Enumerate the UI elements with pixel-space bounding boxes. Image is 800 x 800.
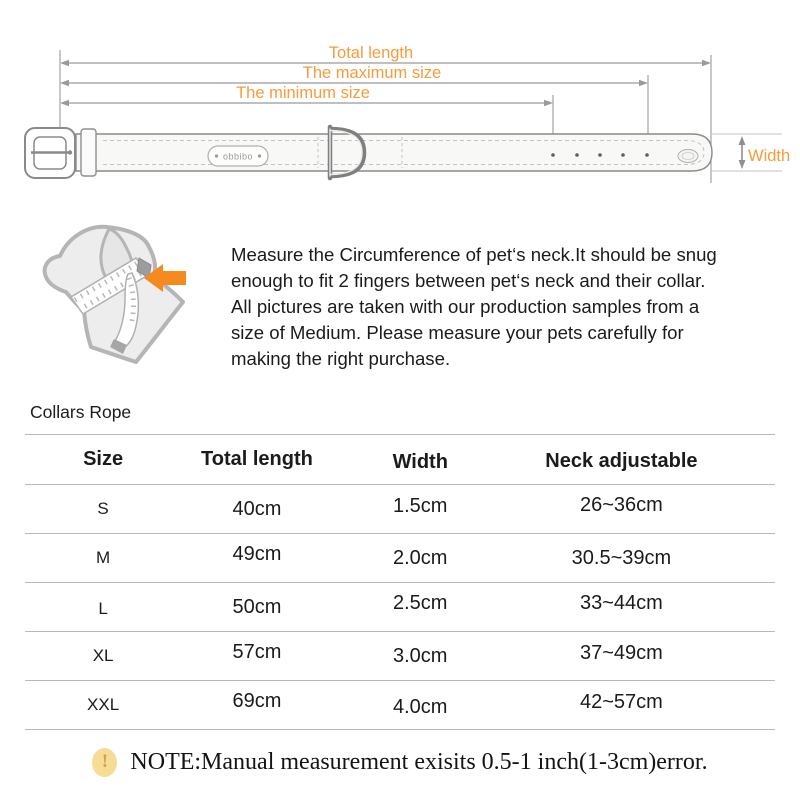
note-row xyxy=(0,740,800,784)
cell-size: M xyxy=(96,548,111,567)
total-length-label: Total length xyxy=(328,44,414,62)
cell-size: L xyxy=(98,599,108,618)
collar-illustration xyxy=(25,127,712,178)
cell-total-length: 40cm xyxy=(232,497,282,520)
total-length-dimension xyxy=(60,44,711,66)
cell-size: S xyxy=(97,499,109,518)
collar-strap xyxy=(76,134,712,171)
cell-neck-adjustable: 26~36cm xyxy=(579,493,663,516)
collar-logo-plate xyxy=(208,146,268,166)
note-text: NOTE:Manual measurement exisits 0.5-1 inch(1-3cm)error. xyxy=(130,748,708,775)
size-table-header-row xyxy=(25,435,775,485)
cell-total-length: 49cm xyxy=(232,542,282,565)
header-neck-adjustable: Neck adjustable xyxy=(545,450,698,472)
table-row xyxy=(25,632,775,681)
exclamation-icon: ! xyxy=(92,748,117,777)
guide-line: Measure the Circumference of pet‘s neck.It should be snug xyxy=(231,244,717,265)
table-row xyxy=(25,534,775,583)
collar-measurement-diagram xyxy=(0,0,800,212)
header-width: Width xyxy=(392,451,448,473)
size-table xyxy=(25,434,775,730)
header-size: Size xyxy=(83,448,124,470)
guide-line: making the right purchase. xyxy=(231,348,451,369)
table-caption: Collars Rope xyxy=(30,402,132,422)
maximum-size-label: The maximum size xyxy=(302,64,442,82)
table-row xyxy=(25,583,775,632)
guide-line: enough to fit 2 fingers between pet‘s neck and their collar. xyxy=(231,270,706,291)
collar-logo-text: obbibo xyxy=(222,151,254,162)
cell-total-length: 50cm xyxy=(232,595,282,618)
header-total-length: Total length xyxy=(201,448,313,470)
cell-neck-adjustable: 42~57cm xyxy=(579,690,663,713)
cell-neck-adjustable: 30.5~39cm xyxy=(571,546,672,569)
table-row xyxy=(25,681,775,730)
minimum-size-dimension xyxy=(60,84,553,106)
width-label: Width xyxy=(748,147,791,165)
dog-measuring-illustration xyxy=(26,216,226,381)
measuring-guide-text xyxy=(231,242,776,372)
cell-width: 4.0cm xyxy=(393,695,448,718)
cell-width: 3.0cm xyxy=(393,644,448,667)
cell-total-length: 69cm xyxy=(232,689,282,712)
width-dimension xyxy=(739,136,791,169)
collar-tip-emblem xyxy=(678,150,698,163)
guide-line: size of Medium. Please measure your pets carefully for xyxy=(231,322,684,343)
cell-size: XL xyxy=(92,646,114,665)
collar-keeper-loop xyxy=(81,129,96,176)
maximum-size-dimension xyxy=(60,64,648,86)
collar-buckle xyxy=(25,128,75,178)
table-row xyxy=(25,485,775,534)
cell-width: 2.5cm xyxy=(393,591,448,614)
cell-width: 2.0cm xyxy=(393,546,448,569)
cell-width: 1.5cm xyxy=(393,494,448,517)
guide-line: All pictures are taken with our production samples from a xyxy=(231,296,700,317)
cell-neck-adjustable: 37~49cm xyxy=(579,641,663,664)
cell-size: XXL xyxy=(87,695,120,714)
cell-total-length: 57cm xyxy=(232,640,282,663)
cell-neck-adjustable: 33~44cm xyxy=(579,591,663,614)
minimum-size-label: The minimum size xyxy=(236,84,370,102)
